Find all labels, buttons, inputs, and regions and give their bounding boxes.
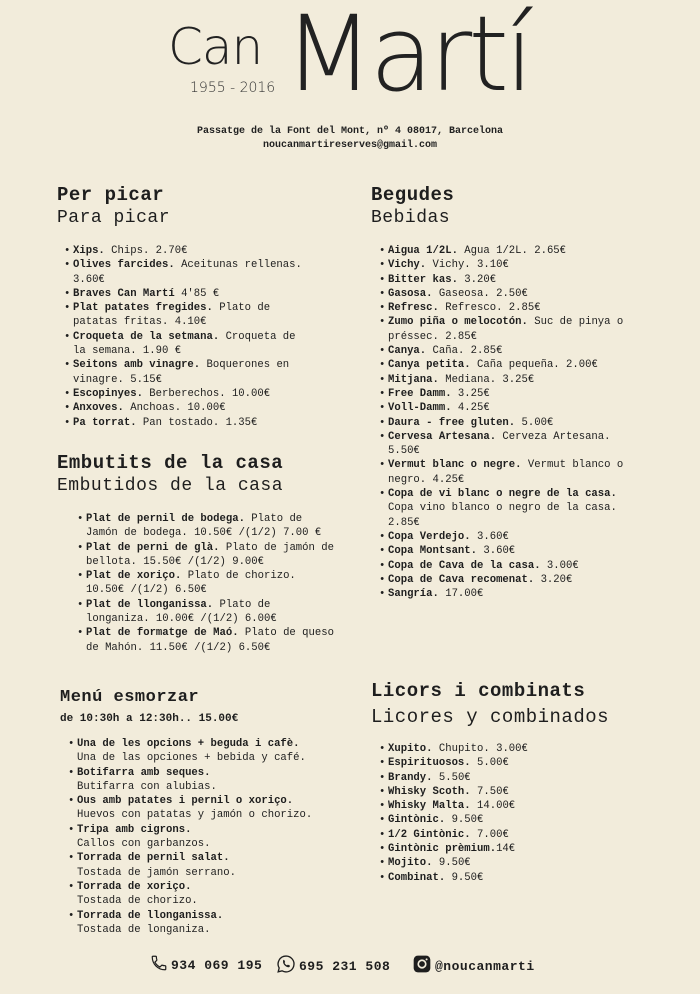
menu-item — [379, 559, 636, 573]
whatsapp-contact[interactable] — [276, 954, 390, 978]
menu-item — [64, 330, 312, 359]
instagram-icon — [412, 954, 432, 978]
menu-item — [379, 756, 539, 770]
menu-item-name: Xupito. — [388, 743, 433, 755]
menu-item-desc: Tostada de chorizo. — [77, 895, 198, 908]
header — [0, 0, 700, 160]
menu-item-desc: Suc de pinya o préssec. 2.85€ — [388, 316, 624, 343]
email[interactable]: noucanmartireserves@gmail.com — [262, 140, 438, 151]
menu-item-name: Torrada de xoriço. — [77, 880, 192, 893]
menu-item-name: Copa Verdejo. — [388, 530, 471, 543]
menu-item-name: Copa de Cava recomenat. — [388, 573, 535, 586]
menu-item-desc: Chupito. 3.00€ — [432, 743, 528, 755]
menu-item-desc: Boquerones en vinagre. 5.15€ — [73, 359, 290, 386]
menu-list — [64, 244, 312, 430]
menu-item — [379, 273, 636, 287]
esmorzar-schedule: de 10:30h a 12:30h.. 15.00€ — [60, 713, 239, 725]
menu-item-name: Espirituosos. — [388, 757, 471, 770]
menu-item-desc: Caña pequeña. 2.00€ — [470, 359, 598, 372]
menu-item — [379, 573, 636, 587]
menu-item-desc: 4'85 € — [174, 287, 220, 300]
menu-item-desc: 4.25€ — [451, 402, 490, 415]
menu-item — [379, 358, 636, 372]
menu-item — [64, 387, 312, 401]
menu-item-name: Una de les opcions + beguda i cafè. — [77, 738, 300, 750]
menu-item-desc: 14.00€ — [470, 800, 516, 813]
menu-item-name: Bitter kas. — [388, 273, 458, 286]
menu-item-desc: Anchoas. 10.00€ — [123, 402, 226, 415]
menu-item-desc: 5.50€ — [432, 771, 471, 784]
section-licors — [371, 680, 651, 885]
menu-item-name: Combinat. — [388, 871, 446, 884]
footer — [0, 954, 700, 978]
menu-item-desc: Huevos con patatas y jamón o chorizo. — [77, 809, 313, 822]
phone-contact[interactable] — [150, 954, 262, 976]
menu-list — [379, 244, 636, 601]
menu-item-name: Botifarra amb seques. — [77, 766, 211, 779]
menu-item — [68, 766, 345, 795]
menu-item — [379, 813, 539, 827]
menu-item-desc: Vermut blanco o negro. 4.25€ — [388, 459, 624, 486]
menu-list — [77, 512, 335, 655]
menu-item — [379, 530, 636, 544]
menu-item-desc: Vichy. 3.10€ — [426, 259, 509, 272]
menu-item-name: Canya. — [388, 345, 427, 358]
menu-item-name: Copa de vi blanc o negre de la casa. — [388, 488, 617, 501]
menu-item-name: Plat patates fregides. — [73, 302, 213, 315]
menu-item-desc: 3.00€ — [540, 559, 579, 572]
menu-item — [379, 373, 636, 387]
menu-item-desc: 5.00€ — [515, 416, 554, 429]
menu-item-name: Xips. — [73, 245, 105, 257]
menu-item — [379, 315, 636, 344]
menu-item — [64, 287, 312, 301]
menu-item-name: Gintònic. — [388, 814, 446, 827]
menu-item-desc: Croqueta de la semana. 1.90 € — [73, 330, 296, 358]
menu-item-desc: Chips. 2.70€ — [104, 245, 188, 257]
menu-item-name: Zumo piña o melocotón. — [388, 316, 528, 329]
menu-item-name: Mojito. — [388, 857, 433, 870]
menu-item — [64, 358, 312, 387]
menu-item — [379, 771, 539, 785]
section-esmorzar — [60, 688, 345, 937]
menu-item-desc: 9.50€ — [432, 857, 471, 870]
menu-item-desc: 9.50€ — [445, 871, 484, 884]
section-subtitle: Embutidos de la casa — [57, 476, 284, 496]
menu-item-desc: 7.00€ — [470, 828, 509, 841]
menu-item-name: Anxoves. — [73, 402, 124, 415]
menu-item — [77, 512, 335, 541]
menu-item-name: Gasosa. — [388, 287, 433, 300]
menu-item — [68, 909, 345, 938]
section-title: Per picar — [57, 184, 165, 206]
menu-item-desc: 3.60€ — [470, 530, 509, 543]
menu-item-desc: Una de las opciones + bebida y café. — [77, 752, 306, 765]
menu-item-name: Plat de llonganissa. — [86, 598, 214, 611]
section-begudes — [371, 184, 636, 601]
menu-item — [68, 823, 345, 852]
menu-item — [379, 487, 636, 530]
logo-can: Can — [168, 18, 263, 76]
menu-item-name: Ous amb patates i pernil o xoriço. — [77, 795, 294, 808]
menu-item — [379, 856, 539, 870]
menu-item-desc: Plato de patatas fritas. 4.10€ — [73, 302, 271, 329]
menu-item-name: Whisky Scoth. — [388, 785, 471, 798]
menu-item — [379, 258, 636, 272]
menu-item-name: Escopinyes. — [73, 387, 143, 400]
menu-item — [379, 828, 539, 842]
menu-item — [379, 871, 539, 885]
menu-list — [379, 742, 539, 885]
instagram-contact[interactable] — [412, 954, 535, 978]
menu-item-name: Whisky Malta. — [388, 800, 471, 813]
menu-item — [77, 626, 335, 655]
menu-item — [379, 416, 636, 430]
menu-item-name: Pa torrat. — [73, 416, 137, 429]
menu-item-name: Voll-Damm. — [388, 402, 452, 415]
menu-item-name: Daura - free gluten. — [388, 416, 516, 429]
menu-item-name: Torrada de llonganissa. — [77, 909, 224, 922]
menu-item — [64, 416, 312, 430]
menu-item-name: Aigua 1/2L. — [388, 245, 458, 257]
menu-item-desc: Refresco. 2.85€ — [438, 302, 541, 315]
menu-item — [68, 880, 345, 909]
menu-item-name: Plat de xoriço. — [86, 570, 182, 583]
section-title: Licors i combinats — [371, 680, 586, 702]
whatsapp-number: 695 231 508 — [299, 958, 391, 974]
menu-item-desc: Plato de chorizo. 10.50€ /(1/2) 6.50€ — [86, 570, 296, 597]
menu-item — [379, 587, 636, 601]
menu-item-name: Braves Can Martí — [73, 287, 175, 300]
section-subtitle: Para picar — [57, 208, 171, 228]
menu-item-name: Seitons amb vinagre. — [73, 359, 201, 372]
menu-item-desc: 3.20€ — [457, 273, 497, 286]
menu-item-desc: Tostada de longaniza. — [77, 923, 211, 936]
menu-item-desc: 9.50€ — [445, 814, 484, 827]
menu-item-desc: Caña. 2.85€ — [426, 345, 503, 358]
menu-item-desc: 7.50€ — [470, 785, 509, 798]
logo-marti: Martí — [284, 0, 530, 115]
menu-item-desc: Tostada de jamón serrano. — [77, 866, 236, 879]
menu-item — [77, 569, 335, 598]
phone-icon — [150, 954, 168, 976]
menu-item-name: Olives farcides. — [73, 259, 175, 272]
menu-item — [379, 544, 636, 558]
menu-item-desc: Berberechos. 10.00€ — [142, 387, 271, 400]
menu-item — [379, 344, 636, 358]
menu-item-desc: Plato de jamón de bellota. 15.50€ /(1/2) 9.00€ — [86, 541, 334, 568]
menu-item — [379, 301, 636, 315]
menu-item-name: Brandy. — [388, 771, 433, 784]
menu-item-name: Tripa amb cigrons. — [77, 823, 192, 836]
menu-item — [64, 244, 312, 258]
menu-item-desc: Mediana. 3.25€ — [438, 373, 535, 386]
menu-item-name: Copa Montsant. — [388, 545, 478, 558]
menu-item-desc: Gaseosa. 2.50€ — [432, 287, 528, 300]
menu-item-name: Cervesa Artesana. — [388, 430, 497, 443]
menu-item-desc: Agua 1/2L. 2.65€ — [457, 245, 567, 257]
menu-item-name: Canya petita. — [388, 359, 471, 372]
menu-item-desc: Plato de queso de Mahón. 11.50€ /(1/2) 6.50€ — [86, 627, 334, 654]
section-picar — [57, 184, 312, 430]
menu-item-name: Plat de perni de glà. — [86, 541, 220, 554]
section-title: Begudes — [371, 184, 455, 206]
menu-item — [379, 742, 539, 756]
menu-item — [64, 301, 312, 330]
menu-item-desc: 3.25€ — [451, 387, 490, 400]
section-subtitle: Bebidas — [371, 208, 451, 228]
menu-item — [68, 737, 345, 766]
menu-item — [379, 799, 539, 813]
menu-item-desc: 3.60€ — [477, 545, 516, 558]
menu-item-desc: 3.20€ — [534, 573, 573, 586]
menu-item-name: Gintònic prèmium. — [388, 843, 497, 856]
whatsapp-icon — [276, 954, 296, 978]
menu-item-name: Mitjana. — [388, 373, 439, 386]
logo-years: 1955 - 2016 — [190, 80, 276, 96]
menu-item-name: Plat de formatge de Maó. — [86, 627, 239, 640]
section-embutits — [57, 452, 335, 655]
menu-item-name: Sangría. — [388, 588, 439, 601]
address: Passatge de la Font del Mont, nº 4 08017, Barcelona — [196, 126, 504, 137]
section-subtitle: Licores y combinados — [371, 706, 610, 728]
menu-item-name: 1/2 Gintònic. — [388, 828, 471, 841]
menu-item-desc: Butifarra con alubias. — [77, 780, 217, 793]
menu-item-desc: Plato de longaniza. 10.00€ /(1/2) 6.00€ — [86, 598, 277, 626]
menu-item-desc: Callos con garbanzos. — [77, 838, 211, 851]
menu-item — [64, 258, 312, 287]
menu-item-name: Copa de Cava de la casa. — [388, 559, 541, 572]
section-title: Embutits de la casa — [57, 452, 284, 474]
menu-item-name: Vermut blanc o negre. — [388, 459, 522, 472]
instagram-handle: @noucanmarti — [435, 958, 535, 974]
menu-item — [379, 287, 636, 301]
menu-item — [379, 401, 636, 415]
menu-item-desc: 14€ — [496, 843, 516, 856]
menu-item-desc: Pan tostado. 1.35€ — [136, 416, 258, 429]
menu-item — [379, 785, 539, 799]
menu-item-desc: Copa vino blanco o negro de la casa. 2.85€ — [388, 502, 617, 529]
menu-item — [68, 851, 345, 880]
menu-item-name: Torrada de pernil salat. — [77, 852, 230, 865]
section-title: Menú esmorzar — [60, 688, 200, 707]
menu-item-name: Plat de pernil de bodega. — [86, 513, 245, 525]
menu-item — [379, 387, 636, 401]
menu-item-name: Croqueta de la setmana. — [73, 330, 220, 343]
menu-item-desc: Cerveza Artesana. 5.50€ — [388, 430, 611, 458]
menu-item — [379, 842, 539, 856]
menu-item — [379, 430, 636, 459]
menu-item — [68, 794, 345, 823]
menu-item — [77, 541, 335, 570]
menu-item — [379, 244, 636, 258]
menu-item-desc: 5.00€ — [470, 757, 509, 770]
menu-list — [68, 737, 345, 937]
menu-item-name: Refresc. — [388, 302, 439, 315]
menu-item — [64, 401, 312, 415]
menu-item-name: Free Damm. — [388, 387, 452, 400]
menu-item-desc: Plato de Jamón de bodega. 10.50€ /(1/2) 7.00 € — [86, 513, 322, 540]
menu-item-desc: Aceitunas rellenas. 3.60€ — [73, 259, 302, 286]
menu-item — [77, 598, 335, 627]
menu-item — [379, 458, 636, 487]
menu-item-name: Vichy. — [388, 259, 427, 272]
menu-item-desc: 17.00€ — [438, 588, 484, 601]
phone-number: 934 069 195 — [171, 957, 263, 973]
